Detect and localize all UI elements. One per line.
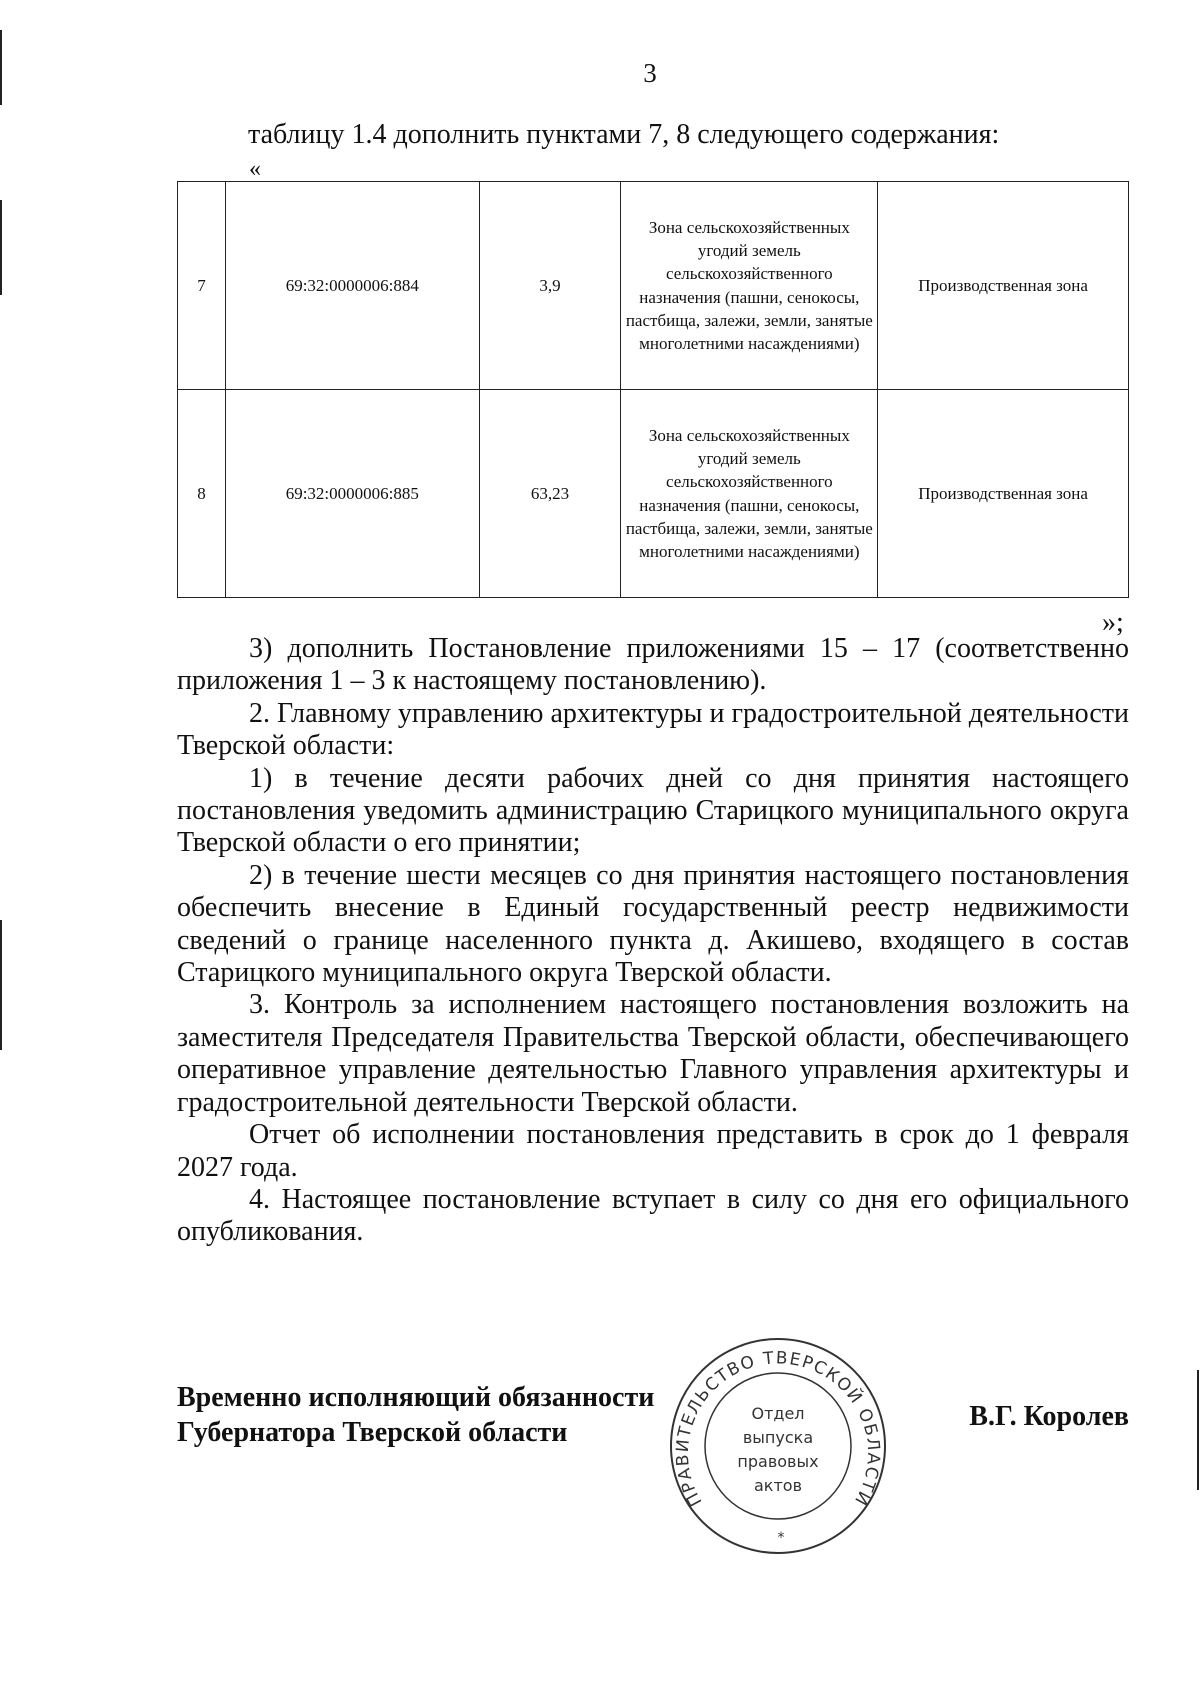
signatory-title [177,1380,654,1450]
current-zone-cell: Зона сельскохозяйственных угодий земель сельскохозяйственного назначения (пашни, сенокосы, пастбища, залежи, земли, занятые многолетними насаждениями) [621,390,878,598]
stamp-text: Отдел [751,1404,805,1423]
opening-quote: « [249,156,261,182]
area-cell: 63,23 [479,390,621,598]
page-number: 3 [643,58,657,88]
paragraph: 3. Контроль за исполнением настоящего постановления возложить на заместителя Председателя Правительства Тверской области, обеспечивающего оперативное управление деятельностью Главного управления архитектуры и градостроительной деятельности Тверской области. [177,989,1129,1118]
cadastral-number-cell: 69:32:0000006:884 [225,182,479,390]
scan-edge-left-bottom [0,920,2,1050]
stamp-text: правовых [737,1452,819,1471]
intro-line: таблицу 1.4 дополнить пунктами 7, 8 следующего содержания: [248,119,1000,150]
stamp-ring-text: ПРАВИТЕЛЬСТВО ТВЕРСКОЙ ОБЛАСТИ [672,1348,884,1510]
paragraph: Отчет об исполнении постановления представить в срок до 1 февраля 2027 года. [177,1119,1129,1183]
current-zone-cell: Зона сельскохозяйственных угодий земель сельскохозяйственного назначения (пашни, сенокосы, пастбища, залежи, земли, занятые многолетними насаждениями) [621,182,878,390]
scan-edge-left-middle [0,200,2,295]
new-zone-cell: Производственная зона [878,390,1129,598]
stamp-text: выпуска [742,1428,814,1447]
scan-edge-right [1197,1370,1199,1490]
paragraph: 2. Главному управлению архитектуры и градостроительной деятельности Тверской области: [177,697,1129,762]
cadastral-number-cell: 69:32:0000006:885 [225,390,479,598]
stamp-text: актов [753,1476,803,1495]
paragraph: 4. Настоящее постановление вступает в силу со дня его официального опубликования. [177,1183,1129,1248]
row-number-cell: 8 [178,390,226,598]
signatory-name: В.Г. Королев [969,1401,1129,1432]
paragraph: 2) в течение шести месяцев со дня принятия настоящего постановления обеспечить внесение в Единый государственный реестр недвижимости сведений о границе населенного пункта д. Акишево, входящего в состав Старицкого муниципального округа Тверской области. [177,859,1129,989]
closing-quote: »; [1102,607,1124,638]
body-text [177,633,1129,1249]
area-cell: 3,9 [479,182,621,390]
official-stamp [668,1336,888,1556]
row-number-cell: 7 [178,182,226,390]
paragraph: 3) дополнить Постановление приложениями 15 – 17 (соответственно приложения 1 – 3 к настоящему постановлению). [177,633,1129,697]
table-row [178,390,1129,598]
stamp-star: * [777,1530,785,1546]
signatory-title-line: Временно исполняющий обязанности [177,1382,655,1413]
new-zone-cell: Производственная зона [878,182,1129,390]
amendment-table [177,181,1129,598]
signatory-title-line: Губернатора Тверской области [177,1417,568,1448]
table-row [178,182,1129,390]
paragraph: 1) в течение десяти рабочих дней со дня принятия настоящего постановления уведомить администрацию Старицкого муниципального округа Тверской области о его принятии; [177,762,1129,859]
